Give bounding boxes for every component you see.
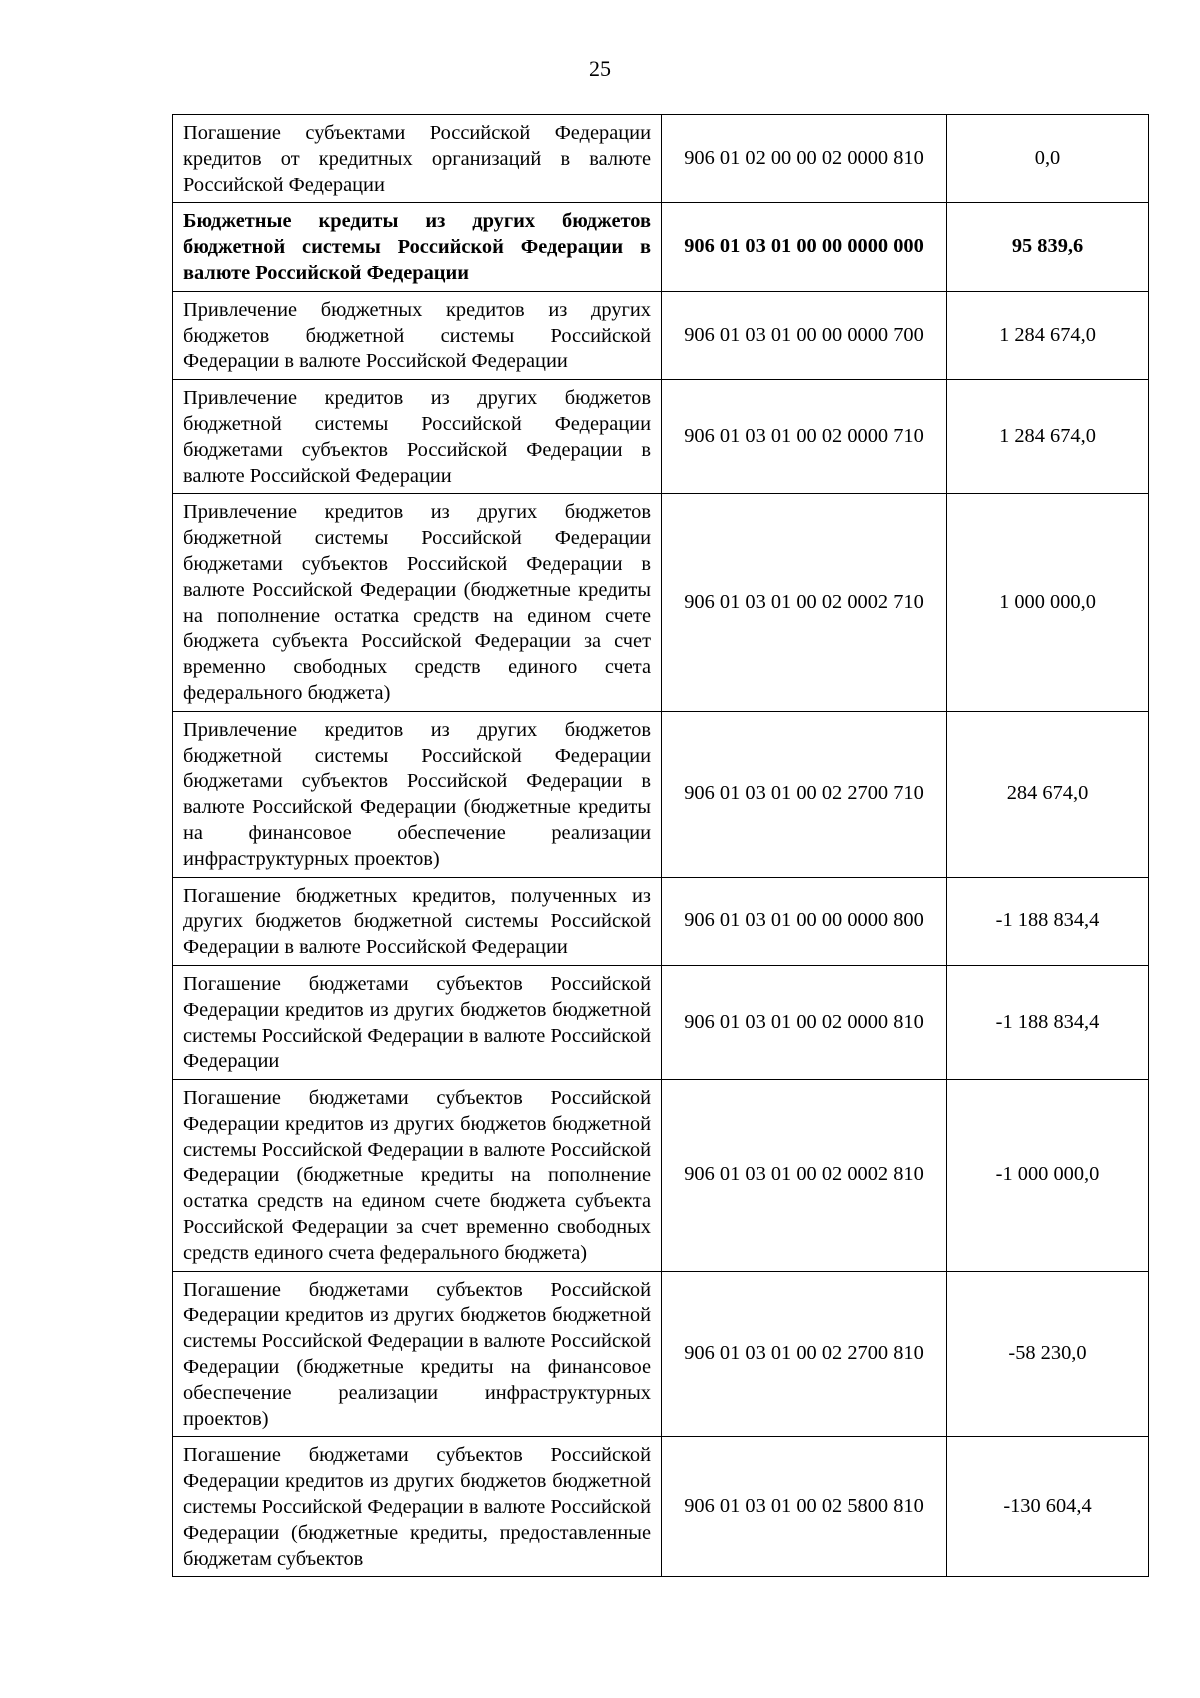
row-code-cell: 906 01 03 01 00 00 0000 700 — [662, 291, 947, 379]
row-sum-cell: -1 188 834,4 — [947, 877, 1149, 965]
table-row — [173, 494, 1149, 711]
page-number: 25 — [589, 56, 611, 81]
row-sum-cell: 0,0 — [947, 115, 1149, 203]
row-sum-cell: -1 188 834,4 — [947, 965, 1149, 1079]
row-code-cell: 906 01 03 01 00 00 0000 000 — [662, 203, 947, 291]
row-sum-cell: 1 284 674,0 — [947, 380, 1149, 494]
row-code-cell: 906 01 03 01 00 02 5800 810 — [662, 1437, 947, 1577]
row-sum-cell: 1 000 000,0 — [947, 494, 1149, 711]
row-code-cell: 906 01 03 01 00 02 2700 810 — [662, 1271, 947, 1437]
row-sum-cell: 1 284 674,0 — [947, 291, 1149, 379]
row-name-cell: Привлечение кредитов из других бюджетов бюджетной системы Российской Федерации бюджетами субъектов Российской Федерации в валюте Российской Федерации — [173, 380, 662, 494]
table-row — [173, 877, 1149, 965]
row-code-cell: 906 01 03 01 00 02 0002 710 — [662, 494, 947, 711]
table-row — [173, 203, 1149, 291]
row-sum-cell: 95 839,6 — [947, 203, 1149, 291]
budget-sources-table — [172, 114, 1149, 1577]
row-name-cell: Привлечение кредитов из других бюджетов бюджетной системы Российской Федерации бюджетами субъектов Российской Федерации в валюте Российской Федерации (бюджетные кредиты на финансовое обеспечение реализации инфраструктурных проектов) — [173, 711, 662, 877]
row-code-cell: 906 01 03 01 00 02 0000 810 — [662, 965, 947, 1079]
row-name-cell: Погашение бюджетами субъектов Российской Федерации кредитов из других бюджетов бюджетной системы Российской Федерации в валюте Российской Федерации (бюджетные кредиты, предоставленные бюджетам субъектов — [173, 1437, 662, 1577]
row-code-cell: 906 01 03 01 00 00 0000 800 — [662, 877, 947, 965]
row-code-cell: 906 01 03 01 00 02 2700 710 — [662, 711, 947, 877]
row-sum-cell: -130 604,4 — [947, 1437, 1149, 1577]
table-row — [173, 711, 1149, 877]
table-row — [173, 965, 1149, 1079]
row-name-cell: Погашение бюджетами субъектов Российской Федерации кредитов из других бюджетов бюджетной системы Российской Федерации в валюте Российской Федерации (бюджетные кредиты на пополнение остатка средств на едином счете бюджета субъекта Российской Федерации за счет временно свободных средств единого счета федерального бюджета) — [173, 1080, 662, 1272]
row-name-cell: Привлечение бюджетных кредитов из других бюджетов бюджетной системы Российской Федерации в валюте Российской Федерации — [173, 291, 662, 379]
table-row — [173, 1271, 1149, 1437]
table-row — [173, 1080, 1149, 1272]
row-name-cell: Погашение субъектами Российской Федерации кредитов от кредитных организаций в валюте Российской Федерации — [173, 115, 662, 203]
row-sum-cell: -58 230,0 — [947, 1271, 1149, 1437]
row-name-cell: Бюджетные кредиты из других бюджетов бюджетной системы Российской Федерации в валюте Российской Федерации — [173, 203, 662, 291]
row-sum-cell: 284 674,0 — [947, 711, 1149, 877]
row-name-cell: Погашение бюджетных кредитов, полученных из других бюджетов бюджетной системы Российской Федерации в валюте Российской Федерации — [173, 877, 662, 965]
row-name-cell: Погашение бюджетами субъектов Российской Федерации кредитов из других бюджетов бюджетной системы Российской Федерации в валюте Российской Федерации — [173, 965, 662, 1079]
row-code-cell: 906 01 03 01 00 02 0000 710 — [662, 380, 947, 494]
row-code-cell: 906 01 03 01 00 02 0002 810 — [662, 1080, 947, 1272]
row-sum-cell: -1 000 000,0 — [947, 1080, 1149, 1272]
row-code-cell: 906 01 02 00 00 02 0000 810 — [662, 115, 947, 203]
row-name-cell: Погашение бюджетами субъектов Российской Федерации кредитов из других бюджетов бюджетной системы Российской Федерации в валюте Российской Федерации (бюджетные кредиты на финансовое обеспечение реализации инфраструктурных проектов) — [173, 1271, 662, 1437]
row-name-cell: Привлечение кредитов из других бюджетов бюджетной системы Российской Федерации бюджетами субъектов Российской Федерации в валюте Российской Федерации (бюджетные кредиты на пополнение остатка средств на едином счете бюджета субъекта Российской Федерации за счет временно свободных средств единого счета федерального бюджета) — [173, 494, 662, 711]
table-body — [173, 115, 1149, 1577]
table-row — [173, 115, 1149, 203]
table-row — [173, 380, 1149, 494]
table-row — [173, 291, 1149, 379]
table-row — [173, 1437, 1149, 1577]
